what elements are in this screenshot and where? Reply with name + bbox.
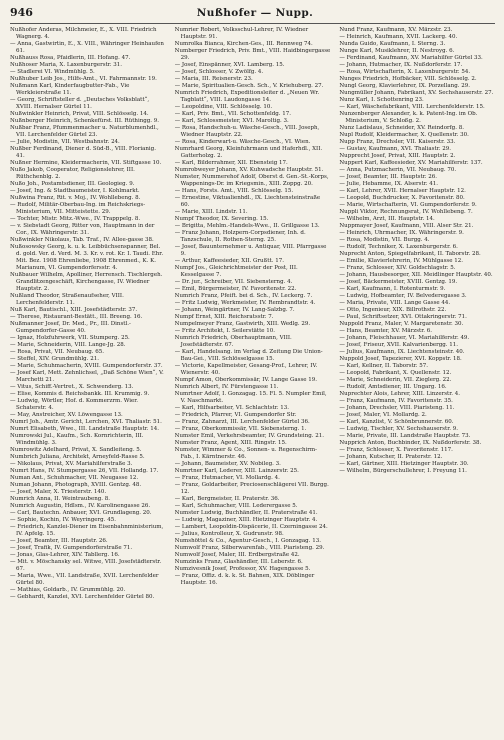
directory-entry: Nußhoser Maria, X. Laxenburgerstr. 31.: [10, 62, 123, 68]
directory-entry: — Paul, Schriftsetzer, XVI. Ottakringerstr. 71.: [339, 314, 467, 320]
directory-entry: — Ernestine, Viktualienhdl., IX. Liechtensteinstraße 60.: [174, 195, 321, 208]
directory-entry: — Rosa, Kinderwart-u. Wäsche-Gesch., VI. Wien.: [174, 139, 311, 145]
directory-entry: — Leopold, Buchdrucker, X. Favoritenstr. 80.: [339, 195, 465, 201]
directory-entry: — Karl, Bergmeister, II. Praterstr. 36.: [174, 496, 280, 502]
directory-entry: — Marie, Spiritualien-Gesch. Sch., V. Kriehuberg. 27.: [174, 83, 324, 89]
directory-entry: — Friedrich, Kanzlei-Diener im Eisenbahnministerium, IV. Apfelg. 15.: [10, 524, 164, 537]
directory-entry: — Marie, Wirtschafterin, VI. Gumpendorferstr. 9.: [339, 202, 477, 208]
directory-entry: — Julius, Kaufmann, IX. Liechtensteinstr. 40.: [339, 349, 465, 355]
directory-entry: Nußner Hermine, Kleidermacherin, VII. Stiftgasse 10.: [10, 160, 162, 166]
directory-entry: Nunz Ladislaus, Schneider, XV. Reindorfg. 8.: [339, 125, 464, 131]
directory-entry: Numberger Friedrich, Priv. Bmt., VIII. Haidbingergasse 29.: [174, 48, 331, 61]
directory-entry: — Franz, Kaufmann, IV. Favoritenstr. 35.: [339, 398, 453, 404]
directory-entry: Numrich Augustin, Hdlsm., IV. Karolinengasse 26.: [10, 503, 151, 509]
directory-entry: — Brigitta, Mehlm.-Handels-Wwe., II. Grillgasse 13.: [174, 223, 320, 229]
directory-entry: — Vitus, Schiff.-Vertret., X. Schwenderg. 13.: [10, 384, 134, 390]
directory-entry: Nußmanner Josef, Dr. Med., Pr., III. Dinstl.-Gumpendorfer-Gasse 40.: [10, 321, 131, 334]
directory-entry: — Johann, Hausbesorger, XII. Meidlinger Hauptstr. 40.: [339, 272, 493, 278]
directory-entry: Nußhauss Rosa, Pfaidlerin, III. Hofang. 47.: [10, 55, 131, 61]
directory-entry: — Karl, Lehrer, XVII. Hernalser Hauptstr. 12.: [339, 188, 466, 194]
directory-entry: — Elise, Kommis d. Reichsbankk. III. Krummig. 9.: [10, 391, 150, 397]
directory-entry: — Georg, Schriftsteller d. „Deutsches Volksblatt“, XVIII. Hernalser Gürtel 11.: [10, 97, 150, 110]
directory-entry: — Karl, Gärtner, XIII. Hietzinger Hauptstr. 30.: [339, 461, 469, 467]
directory-entry: — Carl, Bautechn. Anbauer, XVI. Grundlageng. 20.: [10, 510, 152, 516]
directory-entry: — Rosa, Wirtschafterin, X. Laxenburgerstr. 54.: [339, 69, 471, 75]
directory-entry: Numbrich Juliana, Architekt, Arneyfeld-Rasse 5.: [10, 454, 145, 460]
directory-entry: Numpelmeyer Franz, Gastwirth, XIII. Wedlg. 29.: [174, 321, 311, 327]
directory-entry: — Franz Johann, Holzpern-Corpsdiener, Inh. d. Tanzschule, II. Rothen-Sterng. 25.: [174, 230, 306, 243]
directory-entry: — Dr. jur., Schreiber, VII. Siebensterng. 4.: [174, 279, 293, 285]
directory-entry: Nußber Ferdinand, Diener d. Süd-B., VIII. Florianig. 41.: [10, 146, 156, 159]
directory-entry: — Johann, Kutscher, II. Praterstr. 12.: [339, 454, 443, 460]
directory-entry: Nußmann Karl, Kinderfaugbutter-Fab., Vie Werkleierstraße 11.: [10, 83, 130, 96]
directory-entry: Nupprecht Josef, Privat, XIII. Hauptstr. 2.: [339, 153, 456, 159]
directory-entry: Numpf Amon, Oberkommissär, IV. Lange Gasse 19.: [174, 377, 318, 383]
directory-entry: Numrowski Jul., Kaufm., Sch. Kornrichterin, III. Windmühlg. 3.: [10, 433, 144, 446]
directory-entry: — Heinrich, Uhrmacher, IX. Währingerstr. 9.: [339, 230, 464, 236]
directory-entry: Nunges Friedrich, Hofbäcker, VIII. Schlösselg. 2.: [339, 76, 477, 82]
directory-entry: Numrich Franz, Pfeift. bei d. Sch., IV. Leckerg. 7.: [174, 293, 313, 299]
directory-entry: Numpf Theodor, IX. Severing. 15.: [174, 216, 269, 222]
directory-entry: Numrich Friedrich, Oberhauptmann, VIII. Josefstädterstr. 67.: [174, 335, 292, 348]
directory-entry: Numpf Ernst, XIII. Reichsratsstr. 7.: [174, 314, 274, 320]
directory-entry: Nunda Guido, Kaufmann, I. Sterng. 3.: [339, 41, 446, 47]
directory-entry: Numrolka Bianca, Kirchen-Ges., III. Rennweg 74.: [174, 41, 313, 47]
directory-entry: — Rudolf, Amtsdiener, III. Ungarg. 16.: [339, 384, 447, 390]
directory-entry: Numrtner Karl, Lederer, XIII. Lainzerstr. 25.: [174, 468, 299, 474]
directory-entry: — Josef, Maler, X. Triesterstr. 140.: [10, 489, 107, 495]
directory-entry: — Rudolf, Techniker, X. Laxenburgerstr. 6.: [339, 244, 458, 250]
directory-entry: Numrier Robert, Volksschul-Lehrer, IV. Wiedner Hauptstr. 91.: [174, 27, 309, 40]
directory-entry: Nuppli Viktor, Rechnungsrat, IV. Wohllebeng. 7.: [339, 209, 473, 215]
directory-entry: — Karl, Bilderrahmer, XII. Ebensteig 17.: [174, 160, 288, 166]
directory-entry: — Otto, Ingenieur, XIX. Billrothstr. 22.: [339, 307, 447, 313]
directory-entry: Nunz Karl, I. Schottenring 23.: [339, 97, 424, 103]
directory-entry: — Emilie, Klavierlehrerin, IV. Mühlgasse 12.: [339, 258, 463, 264]
directory-entry: — Karl, Hilfsarbeiter, VI. Schlachtstr. 13.: [174, 405, 289, 411]
directory-entry: — Rosa, Handschuh-u. Wäsche-Gesch., VIII. Joseph, Wiedner Hauptstr. 22.: [174, 125, 320, 138]
directory-entry: — Rudolf, Militär-Oberbau-Ing. im Reichskriegs-Ministerium, VII. Mitteistette. 29.: [10, 202, 146, 215]
directory-entry: — Franz, Offiz. d. k. k. St. Bahnen, XIX. Döblinger Hauptstr. 16.: [174, 573, 315, 586]
directory-entry: — Josef, Maler, VI. Mollardg. 2.: [339, 412, 427, 418]
directory-entry: — Nikolaus, Privat, XV. Mariahilferstraße 3.: [10, 461, 133, 467]
directory-entry: Nußwina Franz, Rit. v. Moj., IV. Wohllebeng. 8.: [10, 195, 141, 201]
directory-entry: Nußbar Franz, Pfummenmacher u. Naturblumenhdl., VII. Lerchenfelder Gürtel 23.: [10, 125, 159, 138]
directory-entry: Nuppold Josef, Tapezierer, XVI. Koppstr. 18.: [339, 356, 462, 362]
directory-entry: Nunzenberger Alexander, k. k. Patent-Ing. im Ob. Ministerium, V. Schloßg. 2.: [339, 111, 478, 124]
directory-entry: Numster Franz, Agent, XIII. Ringstr. 15.: [174, 440, 287, 446]
directory-entry: — Franz, Zahnarzt, III. Lerchenfelder Gürtel 36.: [174, 419, 310, 425]
directory-entry: Numwolf Josef, Maler, III. Erdbergstraße 42.: [174, 552, 300, 558]
directory-entry: — Josef Karl, Mett. Zehnlichsel, „Daß Schöne Wien“, V. Marchetti 21.: [10, 370, 164, 383]
directory-entry: — Leopold, Fabrikant, X. Quellenstr. 12.: [339, 370, 452, 376]
directory-entry: — v. Siebstadt Georg, Ritter von, Hauptmann in der Cor., IX. Währingerstr. 31.: [10, 223, 155, 236]
directory-entry: — Gustav, Kaufmann, XVI. Thaliastr. 29.: [339, 146, 451, 152]
directory-entry: — Karl, Kanzlist, V. Schönbrunnerstr. 60.: [339, 419, 454, 425]
directory-entry: — Ludwig, Wörtler, Hof. d. Kommerzrm. Wier. Schaterstr. 4.: [10, 398, 139, 411]
directory-entry: Nußnberger Heinrich, Schenkefürst. III. Rüthingg. 9.: [10, 118, 160, 124]
directory-entry: Numan Johann, Photograph, XVIII. Gentzg. 48.: [10, 482, 142, 488]
directory-entry: Nupp Franz, Drechsler, VII. Kaiserstr. 33.: [339, 139, 456, 145]
directory-entry: — Rosa, Privat, VII. Neubaug. 65.: [10, 349, 105, 355]
directory-entry: — Karl, Kaufmann, I. Rotenturmstr. 9.: [339, 286, 446, 292]
directory-entry: — Steffel, XIV. Grundmühlg. 21.: [10, 356, 99, 362]
directory-entry: — Sophie, Kochin, IV. Weyringerg. 45.: [10, 517, 116, 523]
directory-entry: Numrl Joh., Amtr. Gericht, Lerchen, XVI. Thaliastr. 51.: [10, 419, 162, 425]
directory-entry: — Franz, Goldarbeiter, Preciosenschlägerei VII. Burgg. 12.: [174, 482, 329, 495]
directory-entry: Nußhuber Leib Jos., Hilfs-Amt., VI. Fahrmannstr. 19.: [10, 76, 157, 82]
directory-entry: — Josef, Beamter, III. Hauptstr. 26.: [339, 174, 437, 180]
directory-entry: Nund Franz, Kaufmann, XV. Märzstr. 23.: [339, 27, 453, 33]
directory-entry: Nungmüller Johann, Fabrikant, XV. Sechshauserstr. 27.: [339, 90, 494, 96]
directory-entry: — Friedrich, Pfarrer, VI. Gumpendorfer Str.: [174, 412, 297, 418]
directory-entry: Numrich Anna, II. Weintraubeng. 8.: [10, 496, 111, 502]
directory-entry: Numster Emil, Verkehrsbeamter, IV. Grundsteing. 21.: [174, 433, 325, 439]
directory-entry: Nupl Rudolf, Kleidermacher, X. Quellenstr. 30.: [339, 132, 469, 138]
directory-entry: Nuppert Karl, Kaffeesieder, XV. Mariahilferstr. 137.: [339, 160, 483, 166]
directory-entry: — Marie, XIII. Lindstr. 11.: [174, 209, 248, 215]
directory-entry: — Arthur, Kaffeesieder, XII. Grußtt. 17.: [174, 258, 284, 264]
directory-entry: — Wilhelm, Bürgerschullehrer, I. Freyung 11.: [339, 468, 467, 474]
directory-entry: Nußbauer Wilhelm, Apolliner, Herrensch. Tischlergeh. Grandlitzengeschäft, Kirchengasse, IV. Wiedner Hauptstr. 2.: [10, 272, 163, 292]
directory-entry: Numrt Hans, IV. Stumpergasse 26, VII. Hollandg. 17.: [10, 468, 159, 474]
directory-entry: — Stadlerei VI. Windmühlg. 5.: [10, 69, 95, 75]
directory-entry: — Josef, Trafik, IV. Gumpendorferstraße 71.: [10, 545, 133, 551]
directory-entry: Numster Ludwig, Buchhändler, II. Praterstraße 41.: [174, 510, 318, 516]
directory-entry: — Fritz Ludwig, Werkmeister, IV. Rembrandtstr. 4.: [174, 300, 316, 306]
directory-entry: — Josef, Ing. & Stadtbaumeister, I. Kohlmarkt.: [10, 188, 140, 194]
directory-entry: — Karl, Wäschefabrikant, VIII. Lerchenfelderstr. 15.: [339, 104, 485, 110]
directory-entry: Numrt Elisabeth, Wwe., III. Landstraße Hauptstr. 14.: [10, 426, 159, 432]
directory-entry: — Julie, Modistin, VII. Westbahnstr. 24.: [10, 139, 120, 145]
directory-entry: Numster, Wimmer & Co., Sonnen- u. Regenschirm-Fab., I. Kärntnerstr. 46.: [174, 447, 317, 460]
directory-entry: Nuprechter Alois, Lehrer, XIII. Linzerstr. 4.: [339, 391, 461, 397]
directory-entry: — Johann, Hutmacher, IX. Nußdorferstr. 17.: [339, 62, 463, 68]
column-3: [339, 27, 495, 740]
directory-entry: — Ignaz, Holzfuhrwerk, VII. Stumperg. 25.: [10, 335, 130, 341]
directory-entry: — Mit. v. Möschansky sel. Witwe, VIII. Josefstädterstr. 67.: [10, 559, 162, 572]
directory-entry: — Ludwig, Magaziner, XIII. Hietzinger Hauptstr. 4.: [174, 517, 318, 523]
directory-entry: Nußland Theodor, Straßenaufseher, VIII. Lerchenfelderstr. 11.: [10, 293, 124, 306]
directory-entry: Nupprich Anton, Buchbinder, IX. Nußdorferstr. 38.: [339, 440, 482, 446]
directory-entry: Nußo Joh., Postamtsdiener, III. Geologieg. 9.: [10, 181, 135, 187]
directory-entry: — Maria, Wwe., VII. Landstraße, XVII. Lerchenfelder Gürtel 80.: [10, 573, 159, 586]
directory-entry: Numpf Jos., Gleichrichtmeister der Post, III. Kesselgasse 7.: [174, 265, 298, 278]
directory-entry: — Franz, Schlosser, X. Favoritenstr. 117.: [339, 447, 453, 453]
directory-entry: — Lambert, Leopoldin-Dispäcerie, II. Czerningasse 24.: [174, 524, 328, 530]
directory-entry: — Franz, Schlosser, XIV. Goldschlagstr. 5.: [339, 265, 456, 271]
running-title: Nußhofer — Nupp.: [196, 7, 314, 19]
directory-entry: — Karl, Handelsang. im Verlag d. Zeitung Die Union-Bau-Gei., VIII. Schlösselgasse 15.: [174, 349, 323, 362]
directory-entry: — Johann, Drechsler, VIII. Piaristeng. 11.: [339, 405, 455, 411]
directory-entry: Nußosowsky Georg, k. u. k. Leibbüchsenspanner, Bel. d. gold. Ver. d. Verd. M. 3. Kr. v. rot. Kr. I. Taudi. Ehr. Mit. Bez. 1908 Ehrenliebe, 1908 Ehrenmed., K. K. Marianum, VI. Gumpendorfersstr. 4.: [10, 244, 164, 271]
directory-entry: Numrich Albert, IV. Fürstengasse 11.: [174, 384, 279, 390]
directory-entry: Nuß Karl, Bautischl., XIII. Josefstädterstr. 37.: [10, 307, 138, 313]
directory-entry: Numshöttel & Co., Agentur-Gesch., I. Gonzagag. 13.: [174, 538, 321, 544]
column-1: [10, 27, 166, 740]
directory-entry: — Franz, Hutmacher, VI. Mollardg. 4.: [174, 475, 280, 481]
directory-entry: — Anna, Putzmacherin, VII. Neubaug. 70.: [339, 167, 457, 173]
directory-entry: — May, Anstreicher, XV. Löwengasse 13.: [10, 412, 123, 418]
directory-entry: — Johann, Weingärtner, IV. Lang-Salzbg. 7.: [174, 307, 295, 313]
directory-entry: — Marie, Schneiderin, VIII. Lange-Jg. 28.: [10, 342, 126, 348]
directory-entry: Numrhard Georg, Kleinfuhrmann und Haferhdl., XII. Gatterholzg. 2.: [174, 146, 323, 159]
directory-entry: — Karl, Schuhmacher, VIII. Lederergasse 5.: [174, 503, 298, 509]
directory-entry: Nunge Karl, Musiklehrer, II. Nestroyg. 6.: [339, 48, 455, 54]
directory-entry: Numrobweyer Johann, XV. Kuhwadsche Hauptstr. 51.: [174, 167, 324, 173]
directory-entry: — Tochter, Mistr. Mitz.-Wwe., IV. Trapppelg. 8.: [10, 216, 141, 222]
directory-entry: — Hans, Forsts. Amt., VIII. Schlösselg. 15.: [174, 188, 294, 194]
directory-entry: Numrich Friedrich, Expeditionsleiter d. „Neuen Wr. Tagblatt“, VIII. Laudongasse 14.: [174, 90, 320, 103]
directory-entry: — Ludwig, Tischler, XV. Sechshauserstr. 9.: [339, 426, 458, 432]
directory-entry: — Wilhelm, Arzt, III. Hauptstr. 14.: [339, 216, 435, 222]
directory-entry: — Josef, Schlosser, V. Zwölfg. 4.: [174, 69, 264, 75]
directory-entry: Numzivesnik Josef, Professor, XV. Hagengasse 5.: [174, 566, 311, 572]
directory-entry: — Marie, Private, III. Landstraße Hauptstr. 73.: [339, 433, 471, 439]
directory-entry: Nuppold Franz, Maler, V. Margaretenstr. 30.: [339, 321, 464, 327]
directory-entry: — Josef, Friseur, XVII. Kalvarienbergg. 11.: [339, 342, 459, 348]
directory-entry: Nußo Jakob, Cooperator, Religionslehrer, III. Rüthchenblg. 2.: [10, 167, 135, 180]
directory-entry: Numster, Nummerehof Adolf, Oberst d. Gen.-St.-Korps, Wappenings-Dr. im Kriegsmin., XIII. Zoppg. 20.: [174, 174, 329, 187]
directory-entry: — Josef, Beamter, III. Hauptstr. 26.: [10, 538, 108, 544]
directory-entry: — Julie, Hebamme, IX. Alserstr. 41.: [339, 181, 438, 187]
directory-entry: — Heinrich, Kaufmann, XVII. Lackerg. 40.: [339, 34, 458, 40]
directory-entry: — Therese, Ristaurant-Bestätt., III. Breeng. 16.: [10, 314, 143, 320]
directory-entry: Nußwinkler Heinrich, Privat, VIII. Schlösselg. 14.: [10, 111, 149, 117]
directory-entry: — Josef, Bauunternehmer u. Antiquar, VIII. Pfarrgasse 9.: [174, 244, 327, 257]
directory-entry: — Maria, III. Reisnerstr. 23.: [174, 76, 253, 82]
directory-entry: — Josef, Bäckermeister, XVIII. Gentzg. 19.: [339, 279, 458, 285]
directory-entry: Nuprecht Anton, Spiegelfabrikant, II. Taborstr. 28.: [339, 251, 481, 257]
directory-entry: — Anna, Gastwirtin, E., X. VIII., Währinger Heinhaufen 61.: [10, 41, 164, 54]
directory-entry: Nungl Georg, Klavierlehrer, IX. Porzellang. 29.: [339, 83, 470, 89]
directory-entry: — Johann, Baumeister, XV. Nobileg. 3.: [174, 461, 281, 467]
directory-entry: Numrowitz Adelhard, Privat, X. Sandleiteng. 5.: [10, 447, 142, 453]
directory-entry: — Rosa, Modistin, VII. Burgg. 4.: [339, 237, 430, 243]
directory-entry: Nuppmayer Josef, Kaufmann, VIII. Alser Str. 21.: [339, 223, 474, 229]
directory-entry: Numwolf Franz, Silberwarenfab., VIII. Piaristeng. 29.: [174, 545, 325, 551]
directory-entry: — Karl, Kellner, II. Taborstr. 57.: [339, 363, 429, 369]
column-2: [175, 27, 331, 740]
columns: [10, 27, 495, 740]
directory-entry: — Ferdinand, Kaufmann, XV. Mariahilfer Gürtel 33.: [339, 55, 483, 61]
directory-entry: — Victorie, Kapellmeister, Gesang-Prof., Lehrer, IV. Wienerstr. 40.: [174, 363, 318, 376]
directory-entry: Nußwinkler Nikolaus, Tab. Traf., IV. Allee-gasse 38.: [10, 237, 154, 243]
directory-entry: — Hans, Beamter, XV. Märzstr. 6.: [339, 328, 432, 334]
directory-entry: — Josef, Einspänner, XVI. Lamberg. 15.: [174, 62, 285, 68]
directory-entry: — Ludwig, Hofbeamter, IV. Belvederegasse 3.: [339, 293, 467, 299]
directory-entry: — Julius, Kontrolleur, X. Gudrunstr. 98.: [174, 531, 284, 537]
directory-entry: Numan Ant., Schuhmacher, VII. Neugasse 12.: [10, 475, 139, 481]
directory-entry: Nußhofer Anderas, Milchmeier, E., X. VIII. Friedrich Wagnerg. 4.: [10, 27, 157, 40]
page-header: [10, 6, 495, 24]
directory-entry: — Leopoldine, VIII. Schlösselg. 10.: [174, 104, 273, 110]
directory-entry: — Emil, Bürgermeister, IV. Favoritenstr. 22.: [174, 286, 297, 292]
directory-entry: — Jonas, Glas-Lehrer, XIV. Tabllerg. 16.: [10, 552, 120, 558]
directory-entry: — Marie, Schneiderin, VII. Zieglerg. 22.: [339, 377, 452, 383]
directory-entry: — Karl, Priv. Bmt., VII. Schottenfeldg. 17.: [174, 111, 292, 117]
directory-entry: Numzinks Franz, Glashändler, III. Leberstr. 6.: [174, 559, 303, 565]
page-number: 946: [10, 6, 33, 19]
directory-entry: Numrtner Adolf, I. Gonzagag. 15. Fl. 5. Numpler Emil, V. Naschmarkt.: [174, 391, 327, 404]
directory-entry: — Marie, Schuhmacherin, XVIII. Gumpendorferstr. 37.: [10, 363, 163, 369]
directory-entry: — Karl, Schlossmeister, XVI. Maroltig. 3.: [174, 118, 289, 124]
directory-entry: — Fritz Architekt, I. Seilerstätte 10.: [174, 328, 276, 334]
directory-entry: — Gebhardt, Kanzlei, XVI. Lerchenfelder Gürtel 80.: [10, 594, 155, 600]
directory-entry: — Johann, Fleischhauer, VI. Mariahilferstr. 49.: [339, 335, 470, 341]
directory-entry: — Franz, Oberkommissär, VII. Siebensterng. 1.: [174, 426, 307, 432]
directory-entry: — Mathias, Goldarb., IV. Grummühlg. 20.: [10, 587, 126, 593]
directory-entry: — Maria, Private, VIII. Lange Gasse 44.: [339, 300, 451, 306]
